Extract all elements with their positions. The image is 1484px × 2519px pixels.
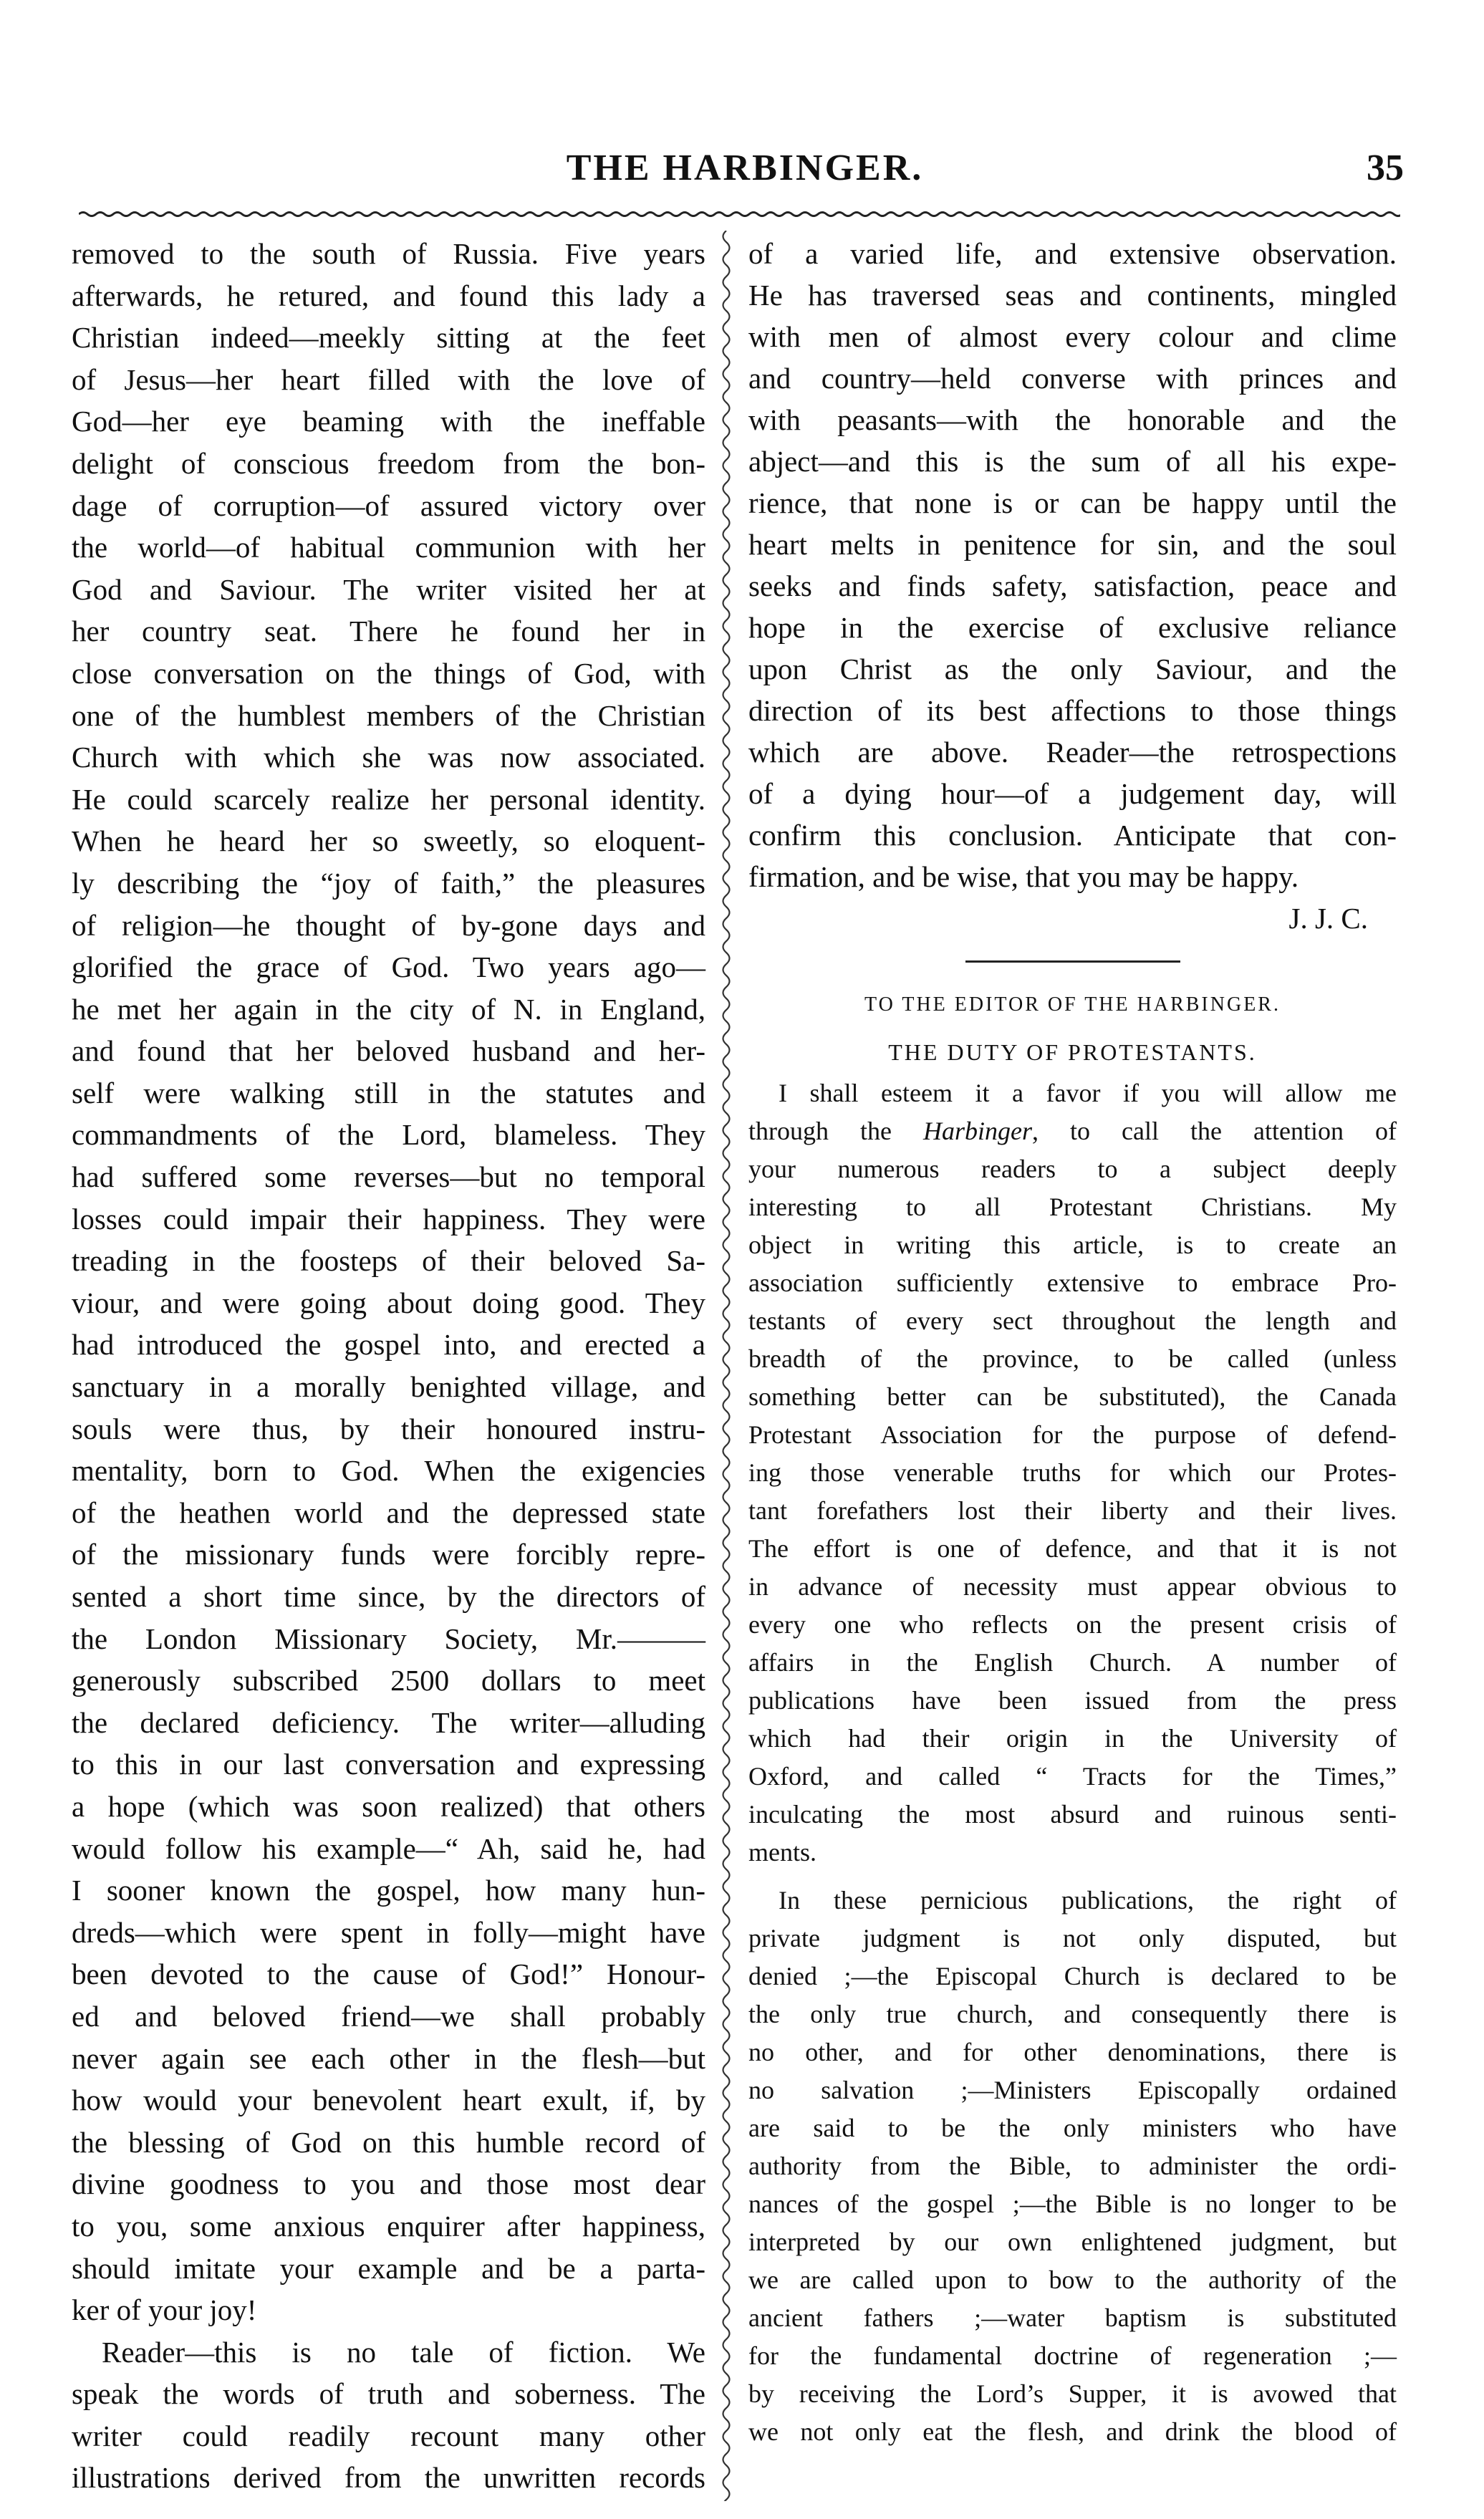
text-line: Reader—this is no tale of fiction. We xyxy=(102,2335,705,2369)
text-line: divine goodness to you and those most dear xyxy=(72,2167,705,2201)
text-line: no other, and for other denominations, there is xyxy=(748,2038,1397,2066)
text-line: commandments of the Lord, blameless. They xyxy=(72,1118,705,1152)
editor-heading: TO THE EDITOR OF THE HARBINGER. xyxy=(864,993,1281,1016)
text-line: tant forefathers lost their liberty and their lives. xyxy=(748,1496,1397,1525)
text-line: private judgment is not only disputed, but xyxy=(748,1924,1397,1952)
text-line: He could scarcely realize her personal identity. xyxy=(72,782,705,816)
text-line: your numerous readers to a subject deeply xyxy=(748,1155,1397,1183)
text-line: I sooner known the gospel, how many hun- xyxy=(72,1874,705,1907)
text-line: affairs in the English Church. A number of xyxy=(748,1648,1397,1677)
text-line: and found that her beloved husband and her- xyxy=(72,1034,705,1068)
text-line: ly describing the “joy of faith,” the pleasures xyxy=(72,866,705,900)
text-line: her country seat. There he found her in xyxy=(72,615,705,648)
text-line: illustrations derived from the unwritten records xyxy=(72,2461,705,2495)
text-line: in advance of necessity must appear obvious to xyxy=(748,1572,1397,1601)
text-line: In these pernicious publications, the right of xyxy=(779,1886,1397,1914)
text-line: treading in the foosteps of their beloved Sa- xyxy=(72,1244,705,1278)
text-line: close conversation on the things of God, with xyxy=(72,656,705,690)
text-line: for the fundamental doctrine of regeneration ;— xyxy=(748,2341,1397,2370)
text-line: to this in our last conversation and expressing xyxy=(72,1748,705,1781)
text-line: something better can be substituted), the Canada xyxy=(748,1382,1397,1411)
page-number: 35 xyxy=(1367,148,1404,188)
signature: J. J. C. xyxy=(1288,902,1368,935)
text-line: would follow his example—“ Ah, said he, had xyxy=(72,1831,705,1865)
text-line: writer could readily recount many other xyxy=(72,2419,705,2452)
text-line: ed and beloved friend—we shall probably xyxy=(72,1999,705,2033)
paragraph-line: I shall esteem it a favor if you will allow me xyxy=(779,1079,1397,1107)
text-line: association sufficiently extensive to embrace Pro- xyxy=(748,1268,1397,1297)
text-line: which are above. Reader—the retrospections xyxy=(748,736,1397,769)
text-line: of the heathen world and the depressed state xyxy=(72,1495,705,1529)
text-line: ments. xyxy=(748,1838,816,1867)
text-run: , to call the attention of xyxy=(1032,1117,1397,1145)
text-line: of a dying hour—of a judgement day, will xyxy=(748,777,1397,810)
running-title: THE HARBINGER. xyxy=(566,148,924,188)
text-line: which had their origin in the University of xyxy=(748,1724,1397,1753)
running-header xyxy=(86,147,1404,197)
text-line: He has traversed seas and continents, mingled xyxy=(748,279,1397,312)
text-line: dreds—which were spent in folly—might have xyxy=(72,1915,705,1949)
text-line: had introduced the gospel into, and erected a xyxy=(72,1328,705,1362)
text-line: never again see each other in the flesh—but xyxy=(72,2041,705,2075)
text-line: publications have been issued from the press xyxy=(748,1686,1397,1715)
text-line: ing those venerable truths for which our Protes- xyxy=(748,1458,1397,1487)
text-line: When he heard her so sweetly, so eloquent- xyxy=(72,824,705,858)
text-line: a hope (which was soon realized) that others xyxy=(72,1789,705,1823)
text-line: the London Missionary Society, Mr.——— xyxy=(72,1622,705,1655)
header-wavy-rule xyxy=(79,209,1400,219)
text-line: inculcating the most absurd and ruinous senti- xyxy=(748,1800,1397,1829)
text-line: Protestant Association for the purpose of defend- xyxy=(748,1420,1397,1449)
text-line: firmation, and be wise, that you may be happy. xyxy=(748,860,1299,893)
section-separator-rule xyxy=(965,960,1180,963)
text-line: we are called upon to bow to the authority of the xyxy=(748,2265,1397,2294)
text-line: of the missionary funds were forcibly repre- xyxy=(72,1538,705,1571)
text-line: are said to be the only ministers who have xyxy=(748,2114,1397,2142)
text-line: denied ;—the Episcopal Church is declared to be xyxy=(748,1962,1397,1990)
text-line: Christian indeed—meekly sitting at the feet xyxy=(72,321,705,355)
article-title: THE DUTY OF PROTESTANTS. xyxy=(888,1039,1257,1065)
text-line: of religion—he thought of by-gone days and xyxy=(72,908,705,942)
text-line: by receiving the Lord’s Supper, it is avowed that xyxy=(748,2379,1397,2408)
text-line: afterwards, he retured, and found this lady a xyxy=(72,279,705,312)
text-line: testants of every sect throughout the length and xyxy=(748,1306,1397,1335)
text-line: ker of your joy! xyxy=(72,2293,257,2327)
text-line: to you, some anxious enquirer after happiness, xyxy=(72,2209,705,2243)
text-line: confirm this conclusion. Anticipate that con- xyxy=(748,819,1397,852)
harbinger-italic: Harbinger xyxy=(923,1117,1033,1145)
text-line: delight of conscious freedom from the bon- xyxy=(72,446,705,480)
text-line: been devoted to the cause of God!” Honour- xyxy=(72,1957,705,1991)
right-column xyxy=(748,233,1397,2451)
text-line: sanctuary in a morally benighted village, and xyxy=(72,1370,705,1404)
left-column xyxy=(72,233,705,2499)
text-line: with men of almost every colour and clime xyxy=(748,320,1397,353)
text-line: Oxford, and called “ Tracts for the Times,” xyxy=(748,1762,1397,1791)
text-line: generously subscribed 2500 dollars to meet xyxy=(72,1664,705,1697)
text-line: should imitate your example and be a parta- xyxy=(72,2251,705,2285)
text-line: nances of the gospel ;—the Bible is no longer to be xyxy=(748,2190,1397,2218)
text-line: the blessing of God on this humble record of xyxy=(72,2125,705,2159)
text-line: breadth of the province, to be called (unless xyxy=(748,1344,1397,1373)
text-line: speak the words of truth and soberness. The xyxy=(72,2377,705,2411)
text-line: heart melts in penitence for sin, and the soul xyxy=(748,528,1397,561)
text-line: losses could impair their happiness. They were xyxy=(72,1202,705,1236)
text-line: and country—held converse with princes and xyxy=(748,362,1397,395)
text-line: authority from the Bible, to administer the ordi- xyxy=(748,2152,1397,2180)
text-line: The effort is one of defence, and that it is not xyxy=(748,1534,1397,1563)
text-line: with peasants—with the honorable and the xyxy=(748,403,1397,436)
text-line: sented a short time since, by the directors of xyxy=(72,1580,705,1613)
text-line: God—her eye beaming with the ineffable xyxy=(72,405,705,438)
text-line: no salvation ;—Ministers Episcopally ordained xyxy=(748,2076,1397,2104)
text-line: ancient fathers ;—water baptism is substituted xyxy=(748,2303,1397,2332)
text-line: he met her again in the city of N. in England, xyxy=(72,992,705,1026)
text-line: viour, and were going about doing good. They xyxy=(72,1286,705,1319)
text-line: one of the humblest members of the Christian xyxy=(72,698,705,732)
text-line: upon Christ as the only Saviour, and the xyxy=(748,652,1397,685)
text-line: God and Saviour. The writer visited her at xyxy=(72,572,705,606)
text-line: dage of corruption—of assured victory over xyxy=(72,488,705,522)
text-line: the only true church, and consequently there is xyxy=(748,2000,1397,2028)
text-line: we not only eat the flesh, and drink the blood of xyxy=(748,2417,1397,2446)
text-line: seeks and finds safety, satisfaction, peace and xyxy=(748,569,1397,602)
text-line: interesting to all Protestant Christians. My xyxy=(748,1193,1397,1221)
paragraph-line xyxy=(748,1112,1397,1150)
text-line: self were walking still in the statutes and xyxy=(72,1076,705,1109)
text-line: of Jesus—her heart filled with the love of xyxy=(72,362,705,396)
text-line: hope in the exercise of exclusive reliance xyxy=(748,611,1397,644)
text-line: rience, that none is or can be happy until the xyxy=(748,486,1397,519)
text-line: glorified the grace of God. Two years ago— xyxy=(72,950,705,984)
column-wavy-divider xyxy=(717,231,736,2501)
text-line: removed to the south of Russia. Five years xyxy=(72,237,705,270)
text-line: the declared deficiency. The writer—alluding xyxy=(72,1705,705,1739)
text-line: interpreted by our own enlightened judgment, but xyxy=(748,2227,1397,2256)
text-line: souls were thus, by their honoured instru- xyxy=(72,1412,705,1445)
text-line: had suffered some reverses—but no temporal xyxy=(72,1160,705,1194)
text-line: every one who reflects on the present crisis of xyxy=(748,1610,1397,1639)
text-run: through the xyxy=(748,1117,924,1145)
text-line: Church with which she was now associated. xyxy=(72,741,705,774)
text-line: of a varied life, and extensive observation. xyxy=(748,237,1397,270)
text-line: direction of its best affections to those things xyxy=(748,694,1397,727)
text-line: abject—and this is the sum of all his expe- xyxy=(748,445,1397,478)
text-line: object in writing this article, is to create an xyxy=(748,1230,1397,1259)
text-line: how would your benevolent heart exult, if, by xyxy=(72,2084,705,2117)
text-line: mentality, born to God. When the exigencies xyxy=(72,1454,705,1488)
text-line: the world—of habitual communion with her xyxy=(72,531,705,564)
